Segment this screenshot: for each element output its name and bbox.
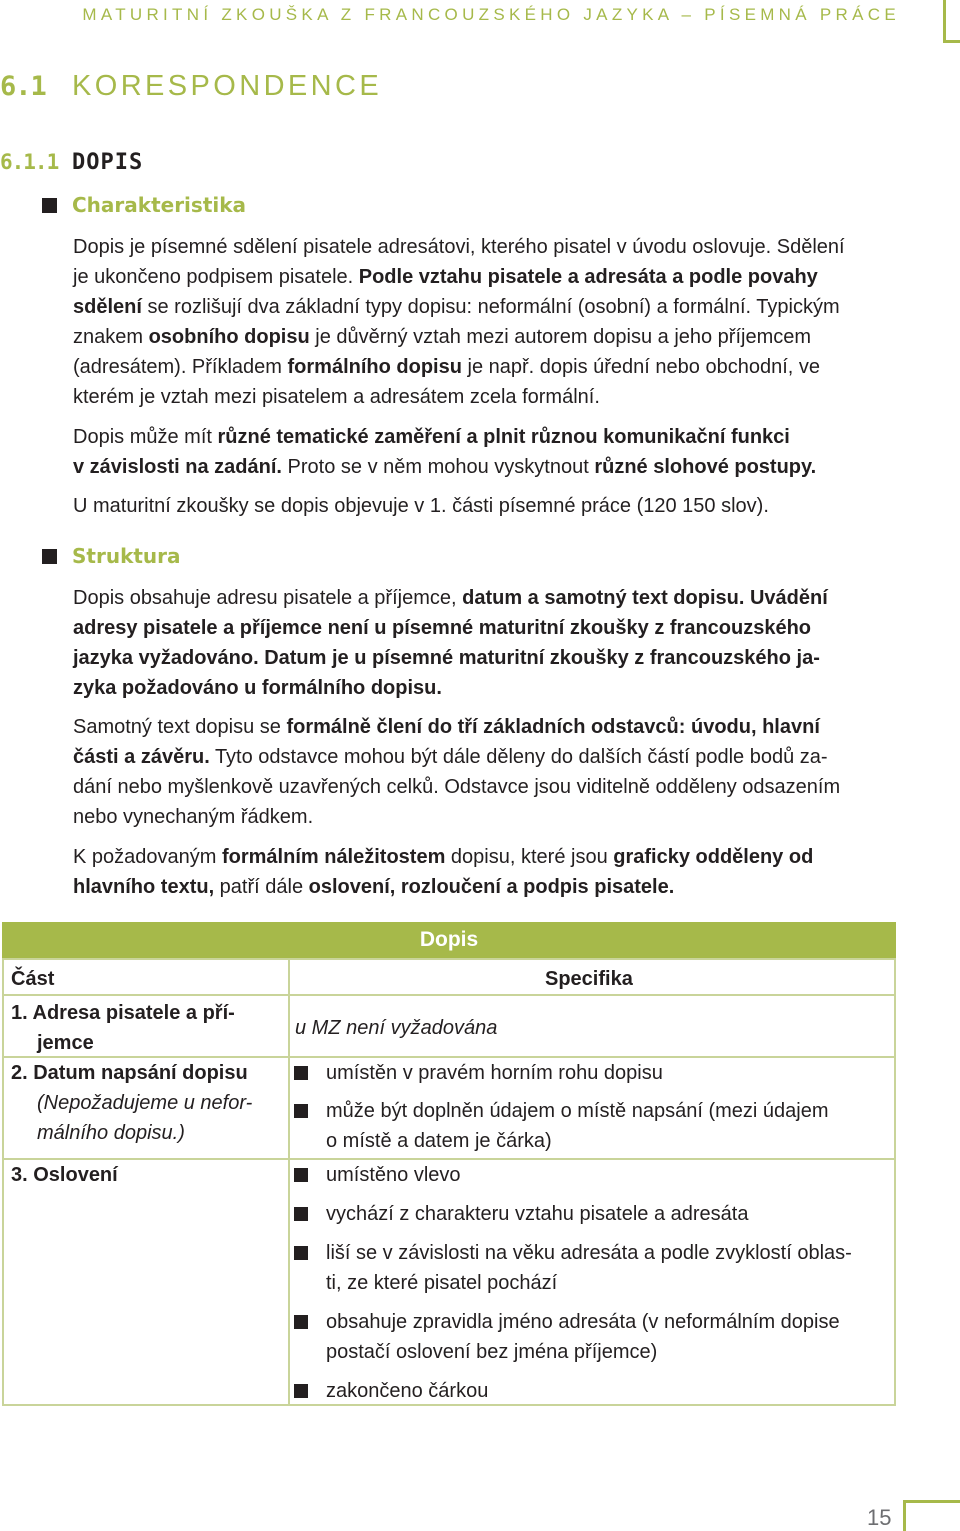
table-row: [4, 1056, 894, 1158]
table-row: [4, 1158, 894, 1404]
column-header-part: Část: [11, 968, 55, 990]
charakteristika-paragraph-2: [73, 422, 903, 482]
paragraph-line: Samotný text dopisu se formálně člení do tří základních odstavců: úvodu, hlavní: [73, 716, 820, 738]
square-bullet-icon: [294, 1168, 308, 1182]
paragraph-line: nebo vynechaným řádkem.: [73, 806, 314, 828]
footer-rule: [903, 1500, 906, 1531]
square-bullet-icon: [294, 1246, 308, 1260]
struktura-paragraph-2: [73, 712, 903, 832]
paragraph-line: Dopis je písemné sdělení pisatele adresátovi, kterého pisatel v úvodu oslovuje. Sdělení: [73, 236, 845, 258]
paragraph-line: v závislosti na zadání. Proto se v něm mohou vyskytnout různé slohové postupy.: [73, 456, 817, 478]
part-label: 2. Datum napsání dopisu: [11, 1062, 248, 1084]
struktura-paragraph-3: [73, 842, 903, 902]
part-label: 3. Oslovení: [11, 1164, 118, 1186]
part-label-continued: jemce: [37, 1032, 94, 1054]
paragraph-line: zyka požadováno u formálního dopisu.: [73, 677, 442, 699]
subsection-number: 6.1.1: [0, 150, 59, 174]
dopis-table: [0, 922, 896, 1406]
square-bullet-icon: [294, 1315, 308, 1329]
corner-rule-horizontal: [943, 40, 960, 43]
paragraph-line: hlavního textu, patří dále oslovení, rozloučení a podpis pisatele.: [73, 876, 675, 898]
corner-rule: [943, 0, 946, 42]
square-bullet-icon: [294, 1207, 308, 1221]
section-title: KORESPONDENCE: [72, 70, 383, 102]
list-item: umístěno vlevo: [290, 1160, 894, 1190]
footer-rule-horizontal: [903, 1500, 960, 1503]
paragraph-line: (adresátem). Příkladem formálního dopisu je např. dopis úřední nebo obchodní, ve: [73, 356, 820, 378]
charakteristika-label: Charakteristika: [72, 193, 247, 217]
part-label: 1. Adresa pisatele a pří-: [11, 1002, 235, 1024]
struktura-label: Struktura: [72, 544, 181, 568]
list-item: liší se v závislosti na věku adresáta a podle zvyklostí oblas- ti, ze které pisatel pochází: [290, 1238, 894, 1298]
paragraph-line: znakem osobního dopisu je důvěrný vztah mezi autorem dopisu a jeho příjemcem: [73, 326, 812, 348]
specifics-text: u MZ není vyžadována: [295, 1017, 498, 1039]
running-header: MATURITNÍ ZKOUŠKA Z FRANCOUZSKÉHO JAZYKA – PÍSEMNÁ PRÁCE: [82, 5, 900, 24]
column-header-specifics: Specifika: [545, 968, 633, 990]
struktura-heading: [42, 544, 181, 568]
paragraph-line: Dopis obsahuje adresu pisatele a příjemce, datum a samotný text dopisu. Uvádění: [73, 587, 828, 609]
square-bullet-icon: [42, 549, 57, 564]
paragraph-line: Dopis může mít různé tematické zaměření a plnit různou komunikační funkci: [73, 426, 790, 448]
table-title: Dopis: [2, 922, 896, 958]
list-item: může být doplněn údajem o místě napsání (mezi údajem o místě a datem je čárka): [290, 1096, 894, 1156]
charakteristika-paragraph-1: [73, 232, 903, 412]
section-heading: [0, 70, 382, 103]
part-note-continued: málního dopisu.): [37, 1122, 185, 1144]
table-body: [2, 958, 896, 1406]
part-note: (Nepožadujeme u nefor-: [37, 1092, 253, 1114]
table-header-row: [4, 958, 894, 994]
paragraph-line: dání nebo myšlenkově uzavřených celků. Odstavce jsou viditelně odděleny odsazením: [73, 776, 841, 798]
square-bullet-icon: [294, 1384, 308, 1398]
table-row: [4, 994, 894, 1056]
charakteristika-heading: [42, 193, 246, 217]
paragraph-line: K požadovaným formálním náležitostem dopisu, které jsou graficky odděleny od: [73, 846, 814, 868]
subsection-heading: [0, 150, 143, 175]
square-bullet-icon: [294, 1066, 308, 1080]
square-bullet-icon: [294, 1104, 308, 1118]
paragraph-line: U maturitní zkoušky se dopis objevuje v 1. části písemné práce (120 150 slov).: [73, 495, 769, 517]
square-bullet-icon: [42, 198, 57, 213]
subsection-title: DOPIS: [72, 150, 144, 175]
list-item: umístěn v pravém horním rohu dopisu: [290, 1058, 894, 1088]
paragraph-line: jazyka vyžadováno. Datum je u písemné maturitní zkoušky z francouzského ja-: [73, 647, 820, 669]
paragraph-line: kterém je vztah mezi pisatelem a adresátem zcela formální.: [73, 386, 600, 408]
list-item: obsahuje zpravidla jméno adresáta (v neformálním dopise postačí oslovení bez jména příjemce): [290, 1307, 894, 1367]
paragraph-line: adresy pisatele a příjemce není u písemné maturitní zkoušky z francouzského: [73, 617, 812, 639]
page-number: 15: [867, 1505, 892, 1530]
list-item: zakončeno čárkou: [290, 1376, 894, 1406]
struktura-paragraph-1: [73, 583, 903, 703]
charakteristika-paragraph-3: [73, 491, 903, 521]
paragraph-line: je ukončeno podpisem pisatele. Podle vztahu pisatele a adresáta a podle povahy: [73, 266, 818, 288]
paragraph-line: sdělení se rozlišují dva základní typy dopisu: neformální (osobní) a formální. Typickým: [73, 296, 840, 318]
list-item: vychází z charakteru vztahu pisatele a adresáta: [290, 1199, 894, 1229]
paragraph-line: části a závěru. Tyto odstavce mohou být dále děleny do dalších částí podle bodů za-: [73, 746, 828, 768]
section-number: 6.1: [0, 71, 46, 102]
